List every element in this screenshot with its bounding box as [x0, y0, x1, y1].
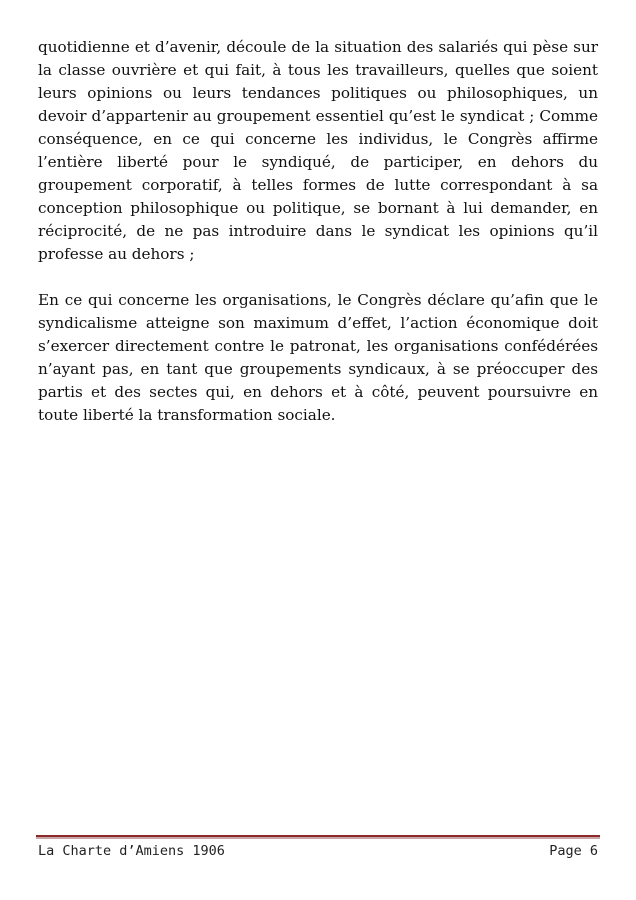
document-body	[38, 36, 598, 427]
paragraph-1: quotidienne et d’avenir, découle de la situation des salariés qui pèse sur la classe ouvrière et qui fait, à tous les travailleurs, quelles que soient leurs opinions ou leurs tendances politiques ou philosophiques, un devoir d’appartenir au groupement essentiel qu’est le syndicat ; Comme conséquence, en ce qui concerne les individus, le Congrès affirme l’entière liberté pour le syndiqué, de participer, en dehors du groupement corporatif, à telles formes de lutte correspondant à sa conception philosophique ou politique, se bornant à lui demander, en réciprocité, de ne pas introduire dans le syndicat les opinions qu’il professe au dehors ;	[38, 38, 598, 263]
footer-document-title: La Charte d’Amiens 1906	[38, 843, 225, 859]
page-footer	[38, 842, 598, 860]
paragraph-2: En ce qui concerne les organisations, le Congrès déclare qu’afin que le syndicalisme atteigne son maximum d’effet, l’action économique doit s’exercer directement contre le patronat, les organisations confédérées n’ayant pas, en tant que groupements syndicaux, à se préoccuper des partis et des sectes qui, en dehors et à côté, peuvent poursuivre en toute liberté la transformation sociale.	[38, 291, 598, 424]
page-number: Page 6	[549, 843, 598, 859]
footer-divider	[36, 835, 600, 837]
